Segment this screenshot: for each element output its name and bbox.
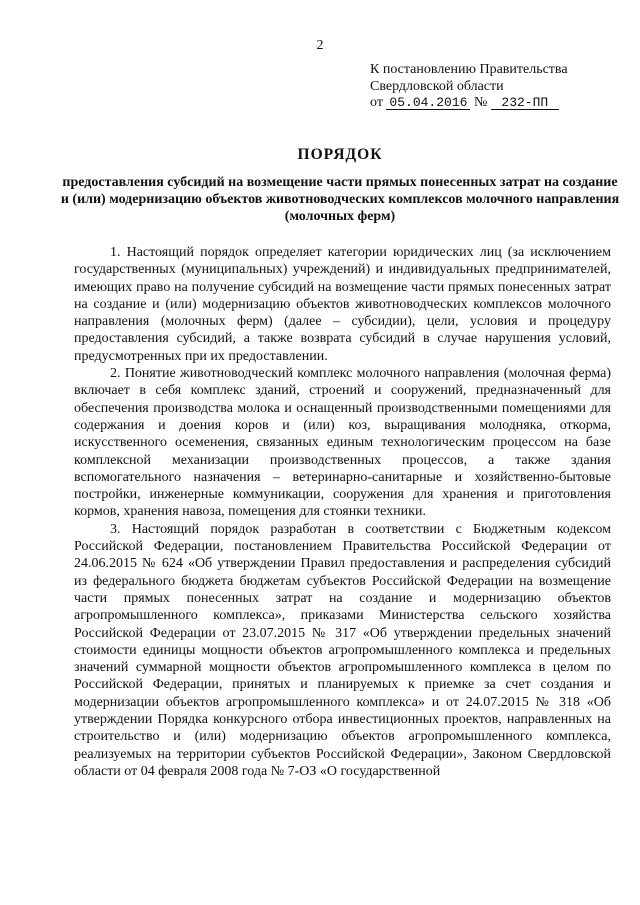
approval-line-3: [370, 95, 630, 112]
title-block: [60, 146, 620, 225]
document-subtitle: предоставления субсидий на возмещение части прямых понесенных затрат на создание и (или) модернизацию объектов животноводческих комплексов молочного направления (молочных ферм): [60, 175, 620, 224]
page-number: 2: [316, 38, 324, 53]
approval-line-1: К постановлению Правительства: [370, 62, 568, 77]
document-title: ПОРЯДОК: [297, 146, 383, 163]
resolution-number: 232-ПП: [491, 96, 559, 110]
paragraph-2: 2. Понятие животноводческий комплекс молочного направления (молочная ферма) включает в себя комплекс зданий, строений и сооружений, предназначенный для обеспечения производства молока и оснащенный производственными помещениями для содержания и доения коров и (или) коз, выращивания молодняка, откорма, искусственного осеменения, связанных единым технологическим процессом на базе комплексной механизации производственных процессов, а также здания вспомогательного назначения – ветеринарно-санитарные и хозяйственно-бытовые постройки, инженерные коммуникации, сооружения для хранения и приготовления кормов, хранения навоза, помещения для стоянки техники.: [74, 366, 611, 520]
approval-block: [370, 62, 630, 112]
number-label: №: [473, 95, 488, 110]
resolution-date: 05.04.2016: [386, 96, 470, 110]
paragraph-3: 3. Настоящий порядок разработан в соответствии с Бюджетным кодексом Российской Федерации, постановлением Правительства Российской Федерации от 24.06.2015 № 624 «Об утверждении Правил предоставления и распределения субсидий из федерального бюджета бюджетам субъектов Российской Федерации на возмещение части прямых понесенных затрат на создание и модернизацию объектов агропромышленного комплекса», приказами Министерства сельского хозяйства Российской Федерации от 23.07.2015 № 317 «Об утверждении предельных значений стоимости единицы мощности объектов агропромышленного комплекса и предельных значений суммарной мощности объектов агропромышленного комплекса в целом по Российской Федерации, принятых и планируемых к приемке за счет создания и модернизации объектов агропромышленного комплекса» и от 24.07.2015 № 318 «Об утверждении Порядка конкурсного отбора инвестиционных проектов, направленных на строительство и (или) модернизацию объектов агропромышленного комплекса, реализуемых на территории субъектов Российской Федерации», Законом Свердловской области от 04 февраля 2008 года № 7-ОЗ «О государственной: [74, 521, 611, 779]
approval-line-2: Свердловской области: [370, 78, 504, 94]
paragraph-1: 1. Настоящий порядок определяет категории юридических лиц (за исключением государственных (муниципальных) учреждений) и индивидуальных предпринимателей, имеющих право на получение субсидий на возмещение части прямых понесенных затрат на создание и (или) модернизацию объектов животноводческих комплексов молочного направления (молочных ферм) (далее – субсидии), цели, условия и процедуру предоставления субсидий, а также возврата субсидий в случае нарушения условий, предусмотренных при их предоставлении.: [74, 245, 611, 364]
from-label: от: [370, 95, 383, 110]
document-body: [74, 244, 611, 780]
